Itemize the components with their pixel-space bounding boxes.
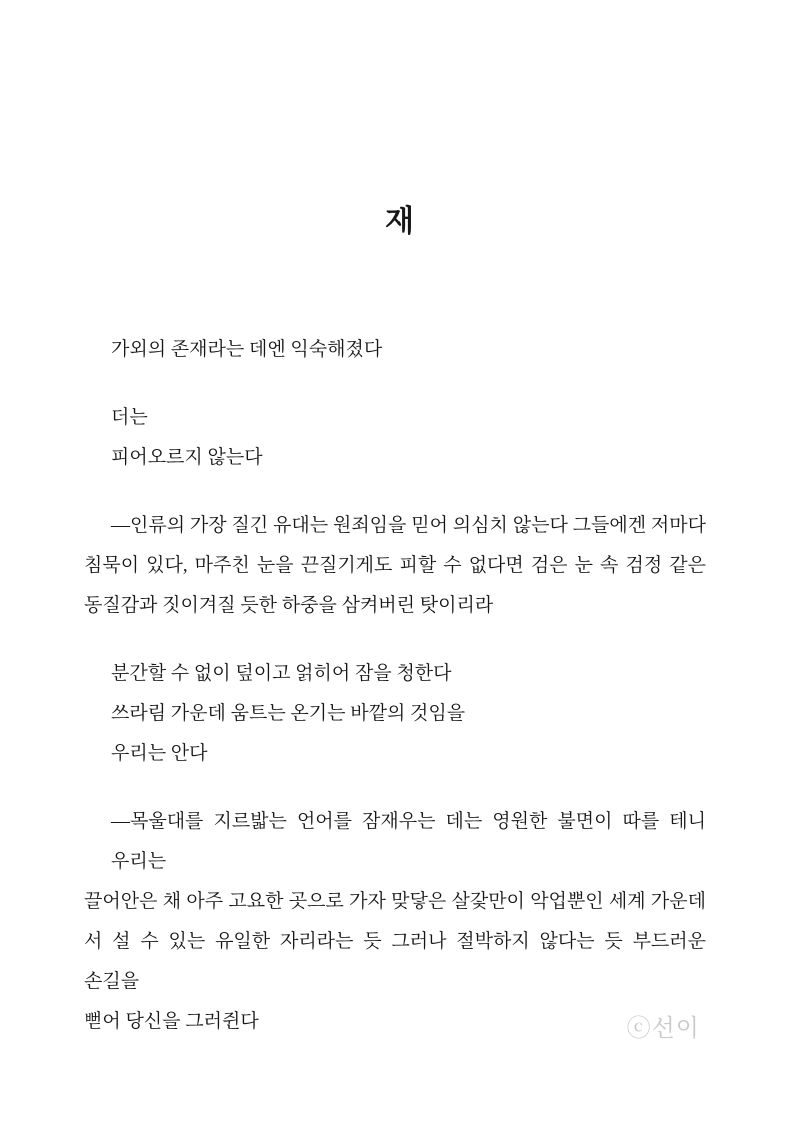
poem-line: 뻗어 당신을 그러쥔다 xyxy=(84,1011,259,1032)
poem-line: 분간할 수 없이 덮이고 얽히어 잠을 청한다 xyxy=(111,663,452,684)
poem-line: —목울대를 지르밟는 언어를 잠재우는 데는 영원한 불면이 따를 테니 우리는 xyxy=(111,811,711,872)
poem-body xyxy=(84,330,711,1070)
poem-title: 재 xyxy=(385,205,415,239)
poem-stanza xyxy=(84,506,706,626)
poem-stanza xyxy=(84,398,706,478)
poem-stanza xyxy=(84,802,711,1042)
poem-line: —인류의 가장 질긴 유대는 원죄임을 믿어 의심치 않는다 그들에겐 저마다 xyxy=(111,515,706,536)
poem-line: 끌어안은 채 아주 고요한 곳으로 가자 맞닿은 살갗만이 악업뿐인 세계 가운데 xyxy=(84,891,706,912)
poem-line: 동질감과 짓이겨질 듯한 하중을 삼켜버린 탓이리라 xyxy=(84,595,494,616)
copyright-watermark: ⓒ선이 xyxy=(626,1016,700,1042)
poem-line: 가외의 존재라는 데엔 익숙해졌다 xyxy=(111,339,383,360)
poem-line: 침묵이 있다, 마주친 눈을 끈질기게도 피할 수 없다면 검은 눈 속 검정 같은 xyxy=(84,555,706,576)
poem-line: 더는 xyxy=(111,407,148,428)
poem-stanza xyxy=(84,654,706,774)
poem-line: 우리는 안다 xyxy=(111,743,208,764)
poem-line: 서 설 수 있는 유일한 자리라는 듯 그러나 절박하지 않다는 듯 부드러운 손길을 xyxy=(84,931,711,992)
poem-line: 쓰라림 가운데 움트는 온기는 바깥의 것임을 xyxy=(111,703,466,724)
poem-line: 피어오르지 않는다 xyxy=(111,447,263,468)
poem-stanza xyxy=(84,330,706,370)
